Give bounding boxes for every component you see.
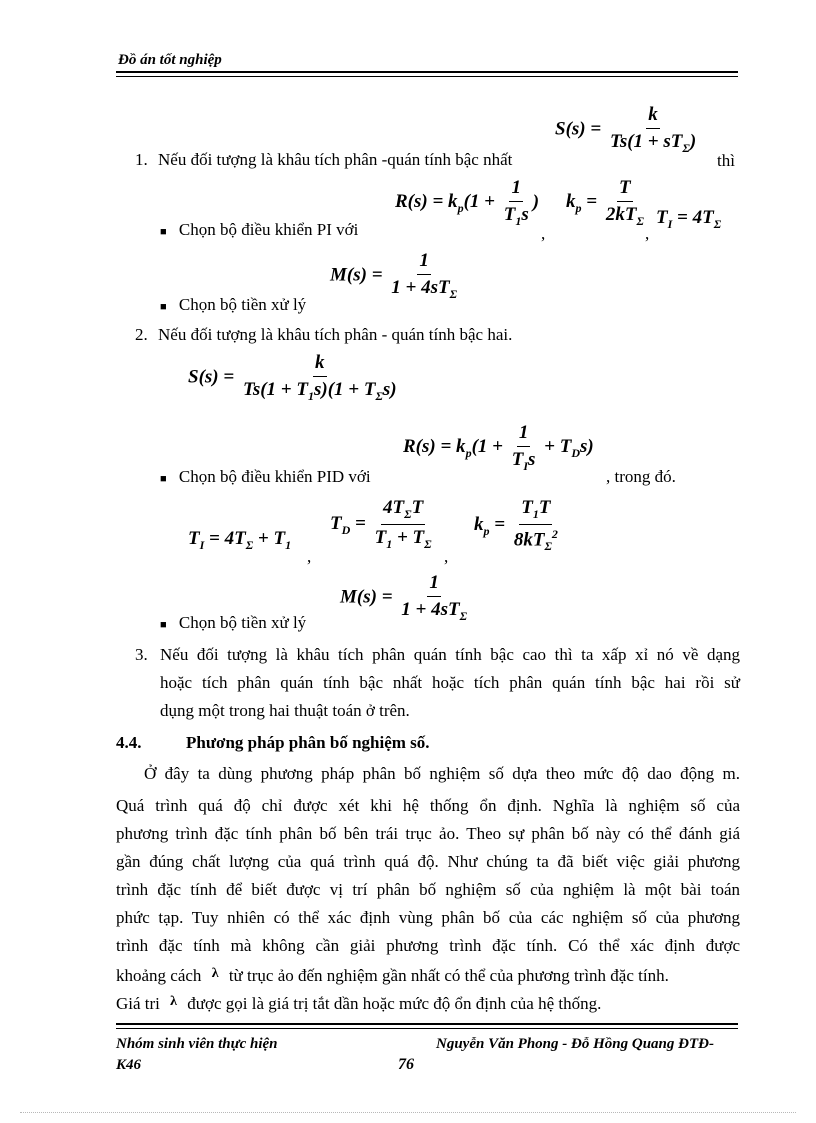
list-item-3-line: Nếu đối tượng là khâu tích phân quán tính bậc cao thì ta xấp xỉ nó về dạng: [160, 645, 740, 664]
paragraph-text: khoảng cách: [116, 966, 202, 985]
list-item-1-suffix: thì: [717, 151, 735, 170]
bullet-square-icon: ■: [160, 226, 167, 238]
bullet-item: [160, 295, 306, 315]
equation-pi-controller: $R(s) = k_p(1$ + $\frac{1}{T_1s}$ ): [395, 177, 540, 228]
paragraph-line: Quá trình quá độ chỉ được xét khi hệ thống ổn định. Nghĩa là nghiệm số của: [116, 796, 740, 815]
separator-comma: ,: [645, 224, 650, 243]
separator-comma: ,: [541, 224, 546, 243]
bullet-square-icon: ■: [160, 301, 167, 313]
header-rule: [116, 71, 738, 73]
lambda-symbol: λ: [211, 966, 219, 981]
bullet-suffix: , trong đó.: [606, 467, 676, 486]
list-item-3-line: hoặc tích phân quán tính bậc nhất hoặc tích phân quán tính bậc hai rồi sử: [160, 673, 740, 692]
footer-rule-thin: [116, 1028, 738, 1029]
paragraph-line: phương trình đặc tính phân bố bên trái trục ảo. Theo sự phân bố này có thể đánh giá: [116, 824, 740, 843]
paragraph-line: trình đặc tính để biết được vị trí phân bố nghiệm số của nghiệm là một bài toán: [116, 880, 740, 899]
separator-comma: ,: [444, 547, 449, 566]
paragraph-line: [116, 960, 740, 990]
equation-kp-pid: $k_p$ = $\frac{T_1T}{8kT_\Sigma^2}$: [474, 497, 558, 553]
document-header-title: Đồ án tốt nghiệp: [118, 52, 222, 68]
list-item-text: Nếu đối tượng là khâu tích phân - quán tính bậc hai.: [158, 325, 513, 344]
equation-prefilter-2: M(s) = $\frac{1}{1 + 4sT_\Sigma}$: [340, 572, 468, 623]
footer-authors: Nguyễn Văn Phong - Đỗ Hồng Quang ĐTĐ-: [436, 1036, 714, 1052]
bullet-text: Chọn bộ tiền xử lý: [178, 295, 307, 314]
equation-prefilter-1: M(s) = $\frac{1}{1 + 4sT_\Sigma}$: [330, 250, 458, 301]
list-number: 3.: [135, 645, 148, 664]
equation-td-pid: $T_D$ = $\frac{4T_\Sigma T}{T_1 + T_\Sigma}$: [330, 497, 432, 551]
bullet-square-icon: ■: [160, 619, 167, 631]
bullet-item: [160, 467, 371, 487]
bullet-item: [160, 613, 306, 633]
paragraph-line: gần đúng chất lượng của quá trình quá độ. Như chúng ta đã biết việc giải phương: [116, 852, 740, 871]
list-item-3-line: dụng một trong hai thuật toán ở trên.: [160, 701, 410, 720]
equation-plant-second-order: S(s) = $\frac{k}{Ts(1 + T_1s)(1 + T_\Sigma s)}$: [188, 352, 397, 403]
section-number: 4.4.: [116, 733, 142, 752]
paragraph-line: [116, 988, 740, 1018]
section-title: Phương pháp phân bố nghiệm số.: [186, 733, 430, 752]
equation-kp-pi: $k_p$ = $\frac{T}{2kT_\Sigma}$: [566, 177, 644, 228]
bullet-square-icon: ■: [160, 473, 167, 485]
bullet-text: Chọn bộ điều khiển PI với: [178, 220, 359, 239]
bullet-item: [160, 220, 358, 240]
footer-class-label: K46: [116, 1057, 142, 1073]
footer-group-label: Nhóm sinh viên thực hiện: [116, 1036, 278, 1052]
equation-plant-first-order: S(s) = $\frac{k}{Ts(1 + sT_\Sigma)}$: [555, 104, 697, 155]
page-number: 76: [398, 1056, 414, 1073]
footer-rule: [116, 1023, 738, 1025]
paragraph-line: trình đặc tính mà không cần giải phương trình đặc tính. Có thể xác định được: [116, 936, 740, 955]
bullet-text: Chọn bộ tiền xử lý: [178, 613, 307, 632]
paragraph-line: Ở đây ta dùng phương pháp phân bố nghiệm số dựa theo mức độ dao động m.: [144, 764, 740, 783]
paragraph-text: từ trục ảo đến nghiệm gần nhất có thể của phương trình đặc tính.: [228, 966, 669, 985]
lambda-symbol: λ: [170, 994, 178, 1009]
separator-comma: ,: [307, 547, 312, 566]
equation-ti-pid: $T_I = 4T_\Sigma + T_1$: [188, 528, 292, 552]
equation-pid-controller: $R(s) = k_p(1$ + $\frac{1}{T_Is}$ + $T_Ds$): [403, 422, 594, 473]
list-item-2: [135, 325, 512, 345]
paragraph-text: Giá tri: [116, 994, 160, 1013]
list-number: 1.: [135, 150, 148, 169]
list-item-1: [135, 150, 512, 170]
bullet-text: Chọn bộ điều khiển PID với: [178, 467, 371, 486]
page-bottom-border: [20, 1112, 796, 1113]
list-item-text: Nếu đối tượng là khâu tích phân -quán tính bậc nhất: [158, 150, 513, 169]
paragraph-text: được gọi là giá trị tắt dần hoặc mức độ ổn định của hệ thống.: [187, 994, 602, 1013]
paragraph-line: phức tạp. Tuy nhiên có thể xác định vùng phân bố của các nghiệm số của phương: [116, 908, 740, 927]
equation-ti-pi: $T_I = 4T_\Sigma$: [656, 207, 722, 231]
list-number: 2.: [135, 325, 148, 344]
header-rule-thin: [116, 76, 738, 77]
